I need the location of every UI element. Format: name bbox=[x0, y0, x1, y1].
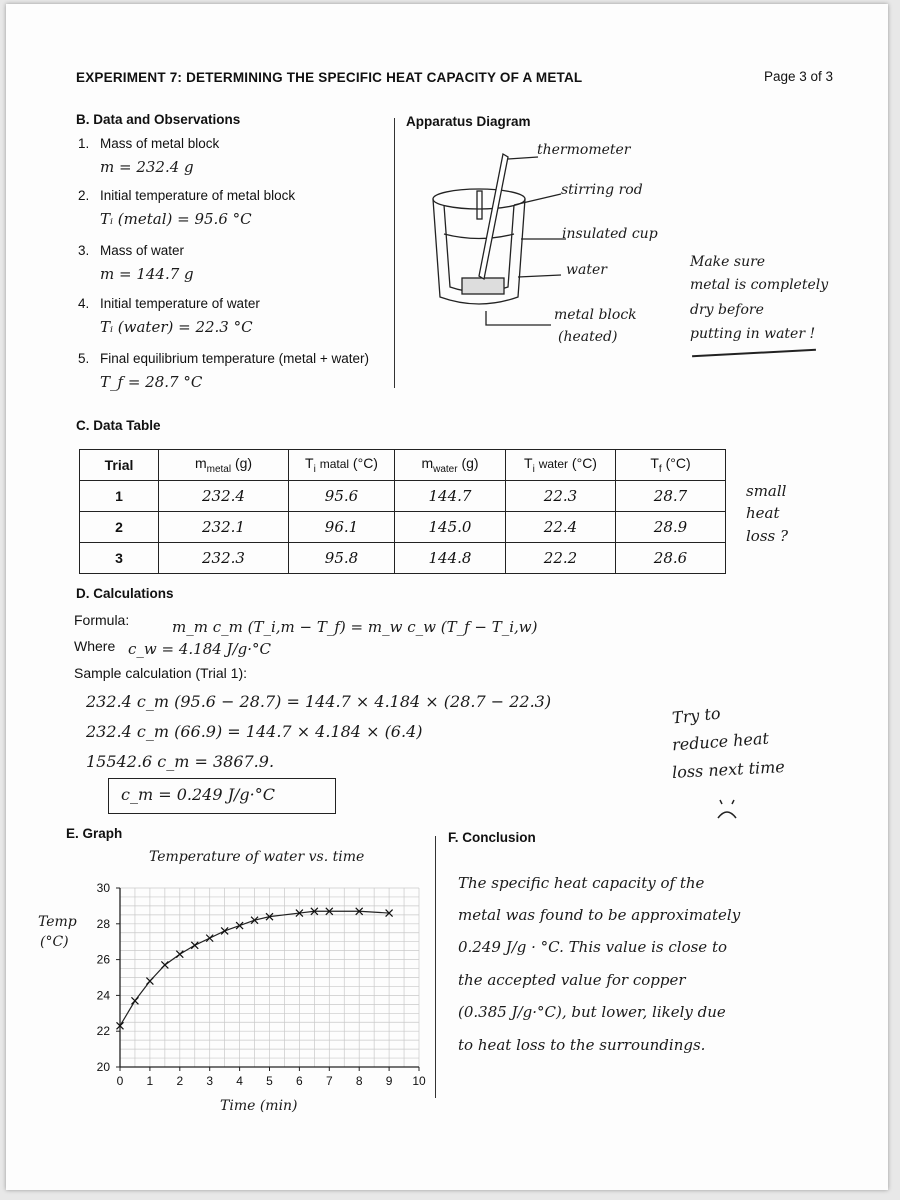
cell: 28.9 bbox=[616, 512, 726, 543]
try-note-2: reduce heat bbox=[671, 728, 770, 755]
item-3-label: Mass of water bbox=[100, 243, 185, 258]
x-tick-label: 6 bbox=[296, 1074, 303, 1088]
data-table bbox=[79, 449, 726, 574]
try-note-3: loss next time bbox=[671, 757, 786, 782]
dry-note-line-3: dry before bbox=[690, 302, 764, 318]
item-1-label: Mass of metal block bbox=[100, 136, 220, 151]
table-header-row bbox=[80, 450, 726, 481]
cell: 232.3 bbox=[159, 543, 289, 574]
cell: 95.6 bbox=[289, 481, 395, 512]
cell: 3 bbox=[80, 543, 159, 574]
result-text: c_m = 0.249 J/g·°C bbox=[121, 785, 275, 804]
y-tick-label: 30 bbox=[96, 881, 110, 895]
conclusion-line-1: The specific heat capacity of the bbox=[458, 874, 705, 892]
col-ti-metal: $T_i$ matal (°C) bbox=[289, 450, 395, 481]
where-text: c_w = 4.184 J/g·°C bbox=[128, 640, 271, 658]
insulated-cup-label: insulated cup bbox=[562, 226, 658, 242]
x-tick-label: 8 bbox=[355, 1074, 363, 1088]
calc-line-3: 15542.6 c_m = 3867.9. bbox=[86, 752, 275, 771]
y-tick-label: 28 bbox=[96, 916, 110, 931]
col-ti-water: $T_i$ water (°C) bbox=[506, 450, 616, 481]
chart-title: Temperature of water vs. time bbox=[149, 849, 365, 865]
cell: 22.3 bbox=[506, 481, 616, 512]
sample-calc-label: Sample calculation (Trial 1): bbox=[74, 665, 247, 681]
table-row bbox=[80, 543, 726, 574]
item-3-value: m = 144.7 g bbox=[100, 265, 194, 283]
heat-loss-note-2: heat bbox=[746, 504, 780, 522]
y-tick-label: 26 bbox=[96, 952, 110, 967]
item-3-number: 3. bbox=[78, 243, 90, 258]
y-axis-label-1: Temp bbox=[38, 914, 77, 930]
water-label: water bbox=[566, 262, 607, 278]
section-b-heading: B. Data and Observations bbox=[76, 112, 241, 127]
item-1-value: m = 232.4 g bbox=[100, 158, 194, 176]
conclusion-line-2: metal was found to be approximately bbox=[458, 906, 741, 924]
item-4-label: Initial temperature of water bbox=[100, 296, 260, 311]
col-m-metal: $m_{metal}$ (g) bbox=[159, 450, 289, 481]
sad-face-icon bbox=[713, 796, 743, 822]
conclusion-line-3: 0.249 J/g · °C. This value is close to bbox=[458, 938, 728, 956]
note-underline bbox=[692, 349, 816, 357]
x-axis-label: Time (min) bbox=[220, 1098, 298, 1114]
heat-loss-note-1: small bbox=[746, 482, 787, 500]
x-tick-label: 10 bbox=[412, 1074, 426, 1088]
table-row bbox=[80, 481, 726, 512]
x-tick-label: 3 bbox=[206, 1074, 214, 1088]
stirring-rod-label: stirring rod bbox=[561, 182, 643, 198]
item-1-number: 1. bbox=[78, 136, 90, 151]
x-tick-label: 9 bbox=[385, 1074, 393, 1088]
document-title: EXPERIMENT 7: DETERMINING THE SPECIFIC HEAT CAPACITY OF A METAL bbox=[76, 70, 583, 85]
cell: 2 bbox=[80, 512, 159, 543]
graph-conclusion-divider bbox=[435, 836, 436, 1098]
formula-label: Formula: bbox=[74, 612, 130, 628]
item-5-value: T_f = 28.7 °C bbox=[100, 373, 203, 391]
thermometer-label: thermometer bbox=[537, 142, 631, 158]
col-trial: Trial bbox=[80, 450, 159, 481]
apparatus-heading: Apparatus Diagram bbox=[406, 114, 531, 129]
temperature-chart bbox=[74, 874, 434, 1104]
where-label: Where bbox=[74, 638, 116, 654]
cell: 145.0 bbox=[395, 512, 506, 543]
heat-loss-note-3: loss ? bbox=[746, 527, 789, 545]
x-tick-label: 5 bbox=[266, 1074, 273, 1088]
worksheet-page bbox=[6, 4, 888, 1190]
section-e-heading: E. Graph bbox=[66, 826, 123, 841]
cell: 232.4 bbox=[159, 481, 289, 512]
cell: 95.8 bbox=[289, 543, 395, 574]
table-row bbox=[80, 512, 726, 543]
item-5-label: Final equilibrium temperature (metal + water) bbox=[100, 351, 369, 366]
page-number: Page 3 of 3 bbox=[764, 69, 834, 84]
metal-block-label: metal block bbox=[554, 307, 637, 323]
dry-note-line-1: Make sure bbox=[690, 254, 766, 270]
col-tf: $T_f$ (°C) bbox=[616, 450, 726, 481]
item-5-number: 5. bbox=[78, 351, 90, 366]
item-4-number: 4. bbox=[78, 296, 90, 311]
col-m-water: $m_{water}$ (g) bbox=[395, 450, 506, 481]
dry-note-line-4: putting in water ! bbox=[690, 326, 816, 342]
cell: 144.8 bbox=[395, 543, 506, 574]
cell: 22.4 bbox=[506, 512, 616, 543]
cell: 22.2 bbox=[506, 543, 616, 574]
dry-note-line-2: metal is completely bbox=[690, 277, 829, 293]
conclusion-line-6: to heat loss to the surroundings. bbox=[458, 1036, 706, 1054]
x-tick-label: 4 bbox=[236, 1074, 243, 1088]
metal-block-heated-label: (heated) bbox=[558, 329, 618, 345]
x-tick-label: 1 bbox=[146, 1074, 154, 1088]
calc-line-2: 232.4 c_m (66.9) = 144.7 × 4.184 × (6.4) bbox=[86, 722, 423, 741]
cell: 232.1 bbox=[159, 512, 289, 543]
y-tick-label: 22 bbox=[96, 1024, 110, 1039]
formula-text: m_m c_m (T_i,m − T_f) = m_w c_w (T_f − T_i,w) bbox=[172, 618, 538, 636]
cell: 144.7 bbox=[395, 481, 506, 512]
y-axis-label-2: (°C) bbox=[40, 934, 69, 950]
item-2-number: 2. bbox=[78, 188, 90, 203]
cell: 96.1 bbox=[289, 512, 395, 543]
conclusion-line-5: (0.385 J/g·°C), but lower, likely due bbox=[458, 1003, 726, 1021]
section-c-heading: C. Data Table bbox=[76, 418, 161, 433]
y-tick-label: 24 bbox=[96, 988, 110, 1003]
calc-line-1: 232.4 c_m (95.6 − 28.7) = 144.7 × 4.184 × (28.7 − 22.3) bbox=[86, 692, 552, 711]
x-tick-label: 7 bbox=[325, 1074, 333, 1088]
x-tick-label: 2 bbox=[176, 1074, 184, 1088]
y-tick-label: 20 bbox=[96, 1060, 110, 1074]
section-d-heading: D. Calculations bbox=[76, 586, 174, 601]
cell: 28.6 bbox=[616, 543, 726, 574]
section-divider bbox=[394, 118, 395, 388]
item-2-label: Initial temperature of metal block bbox=[100, 188, 296, 203]
cell: 28.7 bbox=[616, 481, 726, 512]
section-f-heading: F. Conclusion bbox=[448, 830, 536, 845]
item-2-value: Tᵢ (metal) = 95.6 °C bbox=[100, 210, 252, 228]
conclusion-line-4: the accepted value for copper bbox=[458, 971, 686, 989]
item-4-value: Tᵢ (water) = 22.3 °C bbox=[100, 318, 253, 336]
x-tick-label: 0 bbox=[116, 1074, 124, 1088]
apparatus-diagram bbox=[426, 139, 676, 354]
cell: 1 bbox=[80, 481, 159, 512]
try-note-1: Try to bbox=[671, 703, 722, 728]
